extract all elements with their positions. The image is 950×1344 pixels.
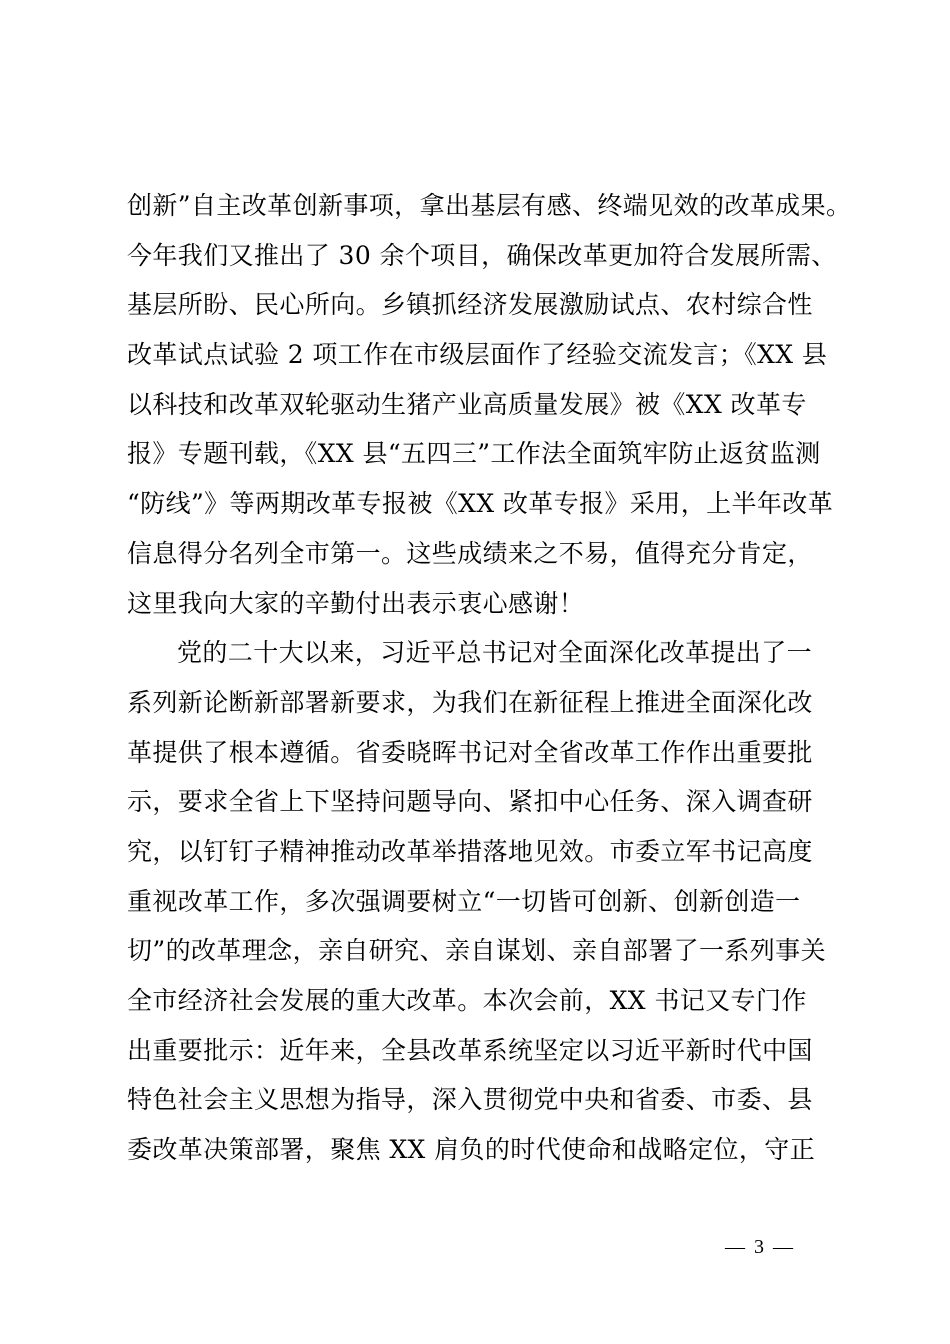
text-line: 信息得分名列全市第一。这些成绩来之不易，值得充分肯定，	[127, 538, 813, 568]
text-line: 创新”自主改革创新事项，拿出基层有感、终端见效的改革成果。	[127, 191, 852, 220]
text-line: 特色社会主义思想为指导，深入贯彻党中央和省委、市委、县	[127, 1085, 813, 1115]
text-line: 改革试点试验 2 项工作在市级层面作了经验交流发言；《XX 县	[127, 340, 828, 370]
text-line: 示，要求全省上下坚持问题导向、紧扣中心任务、深入调查研	[127, 787, 813, 817]
page-number: — 3 —	[725, 1236, 795, 1258]
text-line: 系列新论断新部署新要求，为我们在新征程上推进全面深化改	[127, 687, 813, 717]
paragraph-start-line: 党的二十大以来，习近平总书记对全面深化改革提出了一	[177, 638, 813, 668]
text-line: 革提供了根本遵循。省委晓晖书记对全省改革工作作出重要批	[127, 737, 813, 767]
text-line: 重视改革工作，多次强调要树立“一切皆可创新、创新创造一	[127, 886, 801, 916]
text-line: 今年我们又推出了 30 余个项目，确保改革更加符合发展所需、	[127, 240, 837, 270]
text-line: 切”的改革理念，亲自研究、亲自谋划、亲自部署了一系列事关	[127, 936, 826, 966]
text-line: 委改革决策部署，聚焦 XX 肩负的时代使命和战略定位，守正	[127, 1135, 816, 1165]
text-line: 究，以钉钉子精神推动改革举措落地见效。市委立军书记高度	[127, 836, 813, 866]
text-line: 以科技和改革双轮驱动生猪产业高质量发展》被《XX 改革专	[127, 389, 807, 419]
text-line: “防线”》等两期改革专报被《XX 改革专报》采用，上半年改革	[127, 489, 834, 519]
text-line: 全市经济社会发展的重大改革。本次会前，XX 书记又专门作	[127, 986, 807, 1015]
text-line: 这里我向大家的辛勤付出表示衷心感谢！	[127, 588, 585, 618]
text-line: 基层所盼、民心所向。乡镇抓经济发展激励试点、农村综合性	[127, 290, 813, 320]
text-line: 报》专题刊载，《XX 县“五四三”工作法全面筑牢防止返贫监测	[127, 439, 821, 469]
text-line: 出重要批示：近年来，全县改革系统坚定以习近平新时代中国	[127, 1035, 813, 1065]
body-text	[127, 181, 852, 1175]
